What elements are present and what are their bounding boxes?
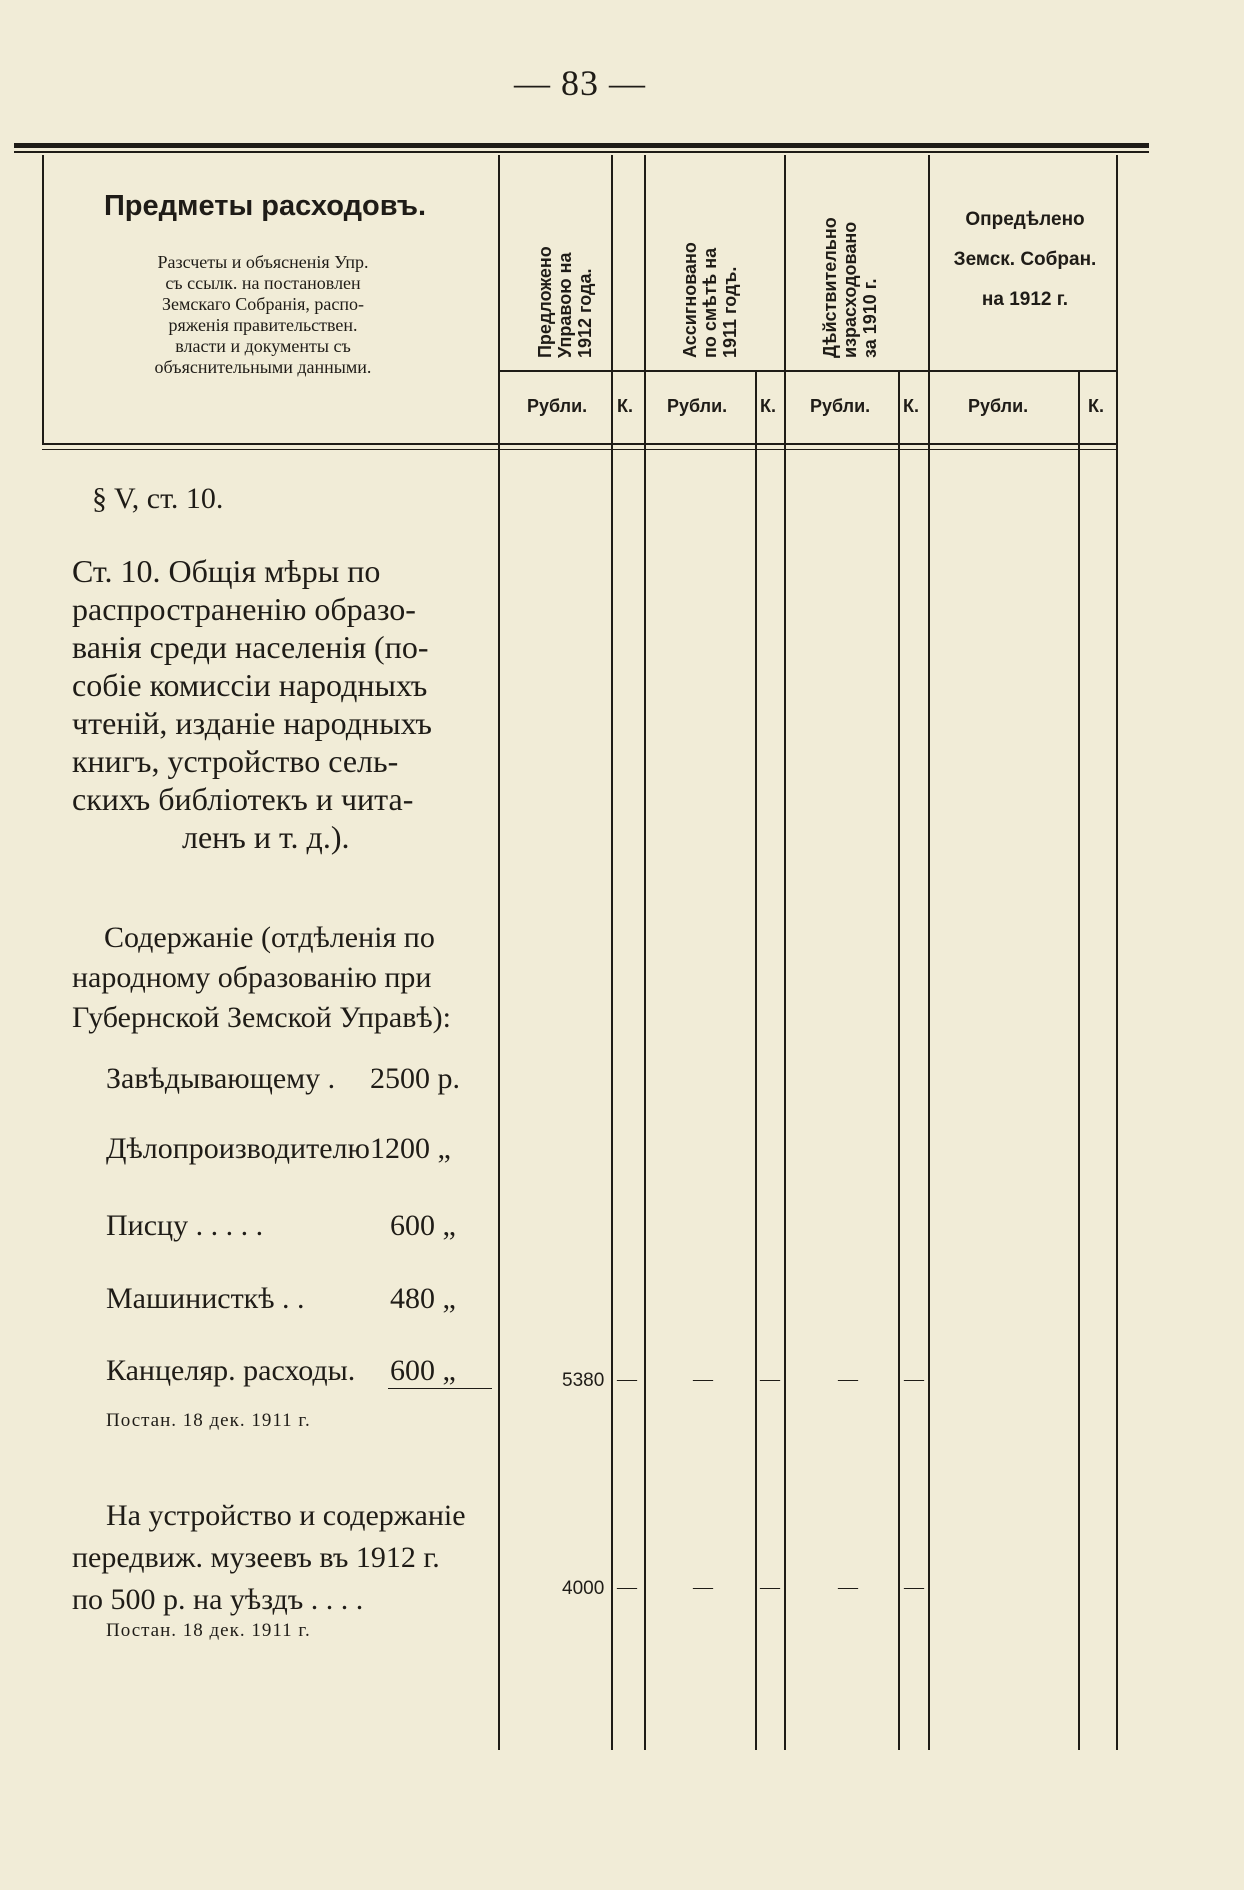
col4-unit-rub: Рубли.: [968, 396, 1029, 416]
top-rule-thin: [14, 151, 1149, 153]
item-amount-1: 2500 р.: [370, 1062, 460, 1095]
dash-col3-rub-1: —: [838, 1368, 858, 1390]
item-label-4: Машинисткѣ . .: [106, 1282, 305, 1315]
header-title: Предметы расходовъ.: [103, 190, 427, 222]
dash-col3-rub-2: —: [838, 1576, 858, 1598]
col2-unit-rub: Рубли.: [667, 396, 728, 416]
col3-header: Дѣйствительно израсходовано за 1910 г.: [820, 217, 880, 358]
col-divider-main: [498, 155, 500, 1750]
item-amount-4: 480 „: [390, 1282, 456, 1315]
museum-text: На устройство и содержаніе передвиж. музеевъ въ 1912 г. по 500 р. на уѣздъ . . . .: [72, 1499, 466, 1616]
header-subtitle: Разсчеты и объясненія Упр. съ ссылк. на постановлен Земскаго Собранія, распо- ряженія правительствен. власти и документы съ объяснительными данными.: [154, 252, 372, 377]
col1-unit-rub: Рубли.: [527, 396, 588, 416]
content-text: Содержаніе (отдѣленія по народному образованію при Губернской Земской Управѣ):: [72, 921, 451, 1034]
col3-kop-divider: [898, 370, 900, 1750]
col2-kop-divider: [755, 370, 757, 1750]
top-rule-thick: [14, 143, 1149, 148]
item-label-2: Дѣлопроизводителю: [106, 1132, 370, 1165]
col2-unit-kop: К.: [760, 396, 776, 416]
dash-col2-kop-2: —: [760, 1576, 780, 1598]
dash-col2-rub-1: —: [693, 1368, 713, 1390]
section-heading: § V, ст. 10.: [92, 482, 224, 515]
col4-kop-divider: [1078, 370, 1080, 1750]
col4-unit-kop: К.: [1088, 396, 1104, 416]
dash-col3-kop-1: —: [904, 1368, 924, 1390]
total-2-col1: 4000: [562, 1578, 605, 1599]
postan-note-1: Постан. 18 дек. 1911 г.: [106, 1410, 311, 1431]
article-text: Ст. 10. Общія мѣры по распространенію образо- ванія среди населенія (по- собіе комиссіи народныхъ чтеній, изданіе народныхъ книгъ, устройство сель- скихъ библіотекъ и чита- ленъ и т. д.).: [72, 553, 432, 855]
total-1-col1: 5380: [562, 1370, 605, 1391]
col1-kop-divider: [611, 155, 613, 1750]
item-label-5: Канцеляр. расходы.: [106, 1354, 356, 1387]
item-amount-3: 600 „: [390, 1209, 456, 1242]
item-label-1: Завѣдывающему .: [106, 1062, 336, 1095]
page-number: — 83 —: [514, 63, 646, 103]
col3-right-divider: [928, 155, 930, 1750]
left-border: [42, 155, 44, 445]
dash-col2-rub-2: —: [693, 1576, 713, 1598]
col1-unit-kop: К.: [617, 396, 633, 416]
col2-right-divider: [784, 155, 786, 1750]
col1-header: Предложено Управою на 1912 года.: [535, 246, 595, 358]
item-amount-2: 1200 „: [370, 1132, 451, 1165]
header-bottom-rule: [42, 443, 1118, 445]
dash-col2-kop-1: —: [760, 1368, 780, 1390]
item-label-3: Писцу . . . . .: [106, 1209, 264, 1242]
col3-unit-kop: К.: [903, 396, 919, 416]
header-bottom-rule-thin: [42, 449, 1118, 450]
col2-header: Ассигновано по смѣтѣ на 1911 годъ.: [680, 242, 740, 358]
col4-header: Опредѣлено Земск. Собран. на 1912 г.: [953, 209, 1097, 310]
header-unit-rule: [498, 370, 1116, 372]
item-amount-5: 600 „: [390, 1354, 456, 1387]
postan-note-2: Постан. 18 дек. 1911 г.: [106, 1620, 311, 1641]
dash-col3-kop-2: —: [904, 1576, 924, 1598]
sum-underline: [388, 1388, 492, 1389]
col4-right-border: [1116, 155, 1118, 1750]
dash-col1-kop-2: —: [617, 1576, 637, 1598]
col1-right-divider: [644, 155, 646, 1750]
dash-col1-kop-1: —: [617, 1368, 637, 1390]
col3-unit-rub: Рубли.: [810, 396, 871, 416]
